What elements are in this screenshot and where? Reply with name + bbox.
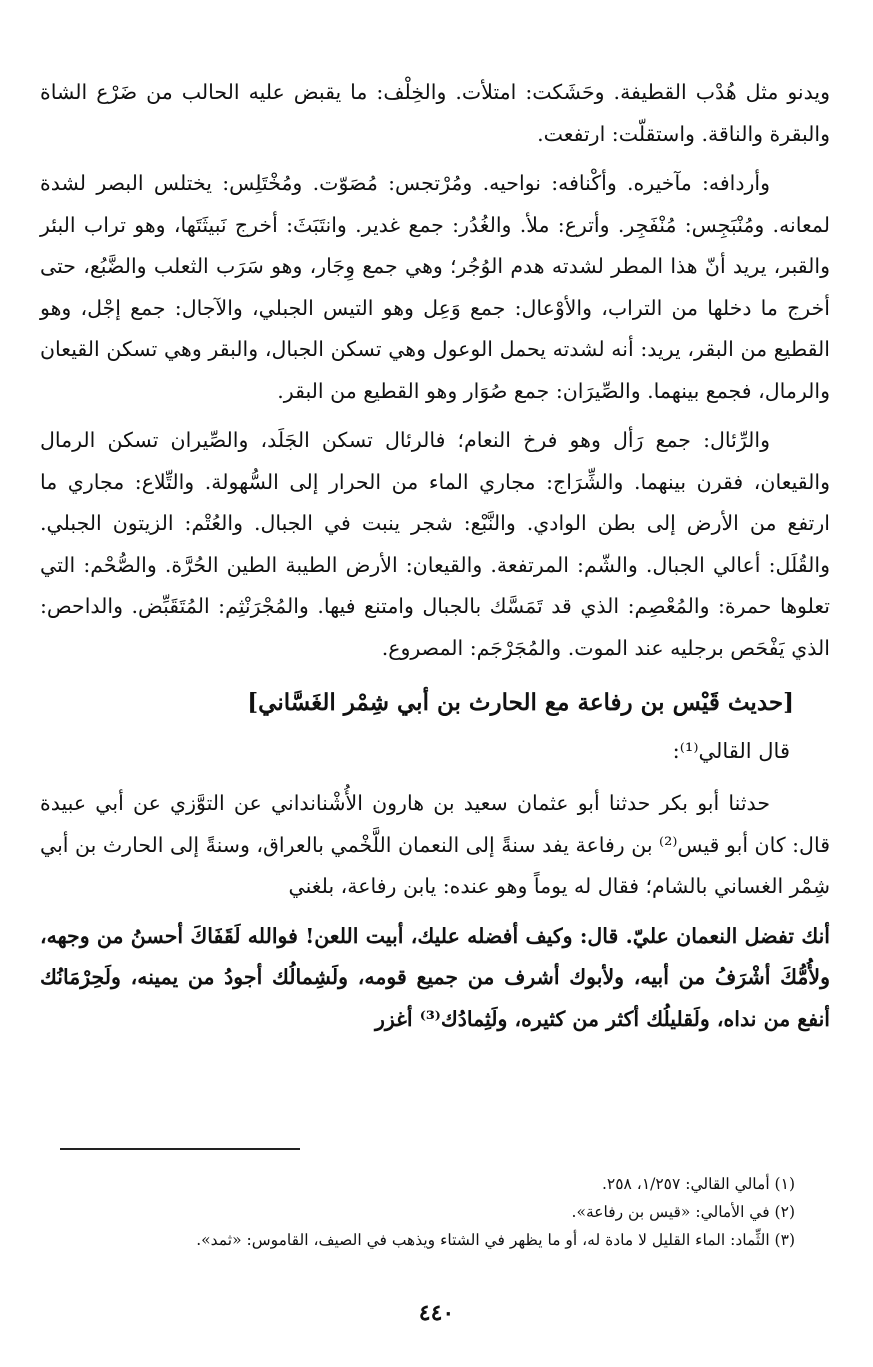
paragraph-1: ويدنو مثل هُدْب القطيفة. وحَشَكت: امتلأت. والخِلْف: ما يقبض عليه الحالب من ضَرْع الشاة والبقرة والناقة. واستقلّت: ارتفعت.: [40, 80, 830, 146]
footnote-1: (١) أمالي القالي: ١/٢٥٧، ٢٥٨.: [601, 1175, 795, 1193]
page-body: [40, 72, 830, 1048]
footnote-3: (٣) الثِّماد: الماء القليل لا مادة له، أو ما يظهر في الشتاء ويذهب في الصيف، القاموس: «ثمد».: [196, 1231, 795, 1249]
footnotes: [40, 1170, 795, 1254]
narration-paragraph: حدثنا أبو بكر حدثنا أبو عثمان سعيد بن هارون الأُشْنانداني عن التوَّزي عن أبي عبيدة قال: كان أبو قيس⁽²⁾ بن رفاعة يفد سنةً إلى النعمان اللَّخْمي بالعراق، وسنةً إلى الحارث بن أبي شِمْر الغساني بالشام؛ فقال له يوماً وهو عنده: يابن رفاعة، بلغني: [40, 791, 830, 898]
section-subheading: قال القالي⁽¹⁾:: [672, 739, 790, 763]
footnote-2: (٢) في الأمالي: «قيس بن رفاعة».: [571, 1203, 795, 1221]
section-heading: [حديث قَيْس بن رفاعة مع الحارث بن أبي شِمْر الغَسَّاني]: [247, 689, 794, 716]
narration-paragraph-bold: أنك تفضل النعمان عليّ. قال: وكيف أفضله عليك، أبيت اللعن! فوالله لَقَفَاكَ أحسنُ من وجهه، ولأُمُّكَ أشْرَفُ من أبيه، ولأبوك أشرف من جميع قومه، ولَشِمالُك أجودُ من يمينه، ولَحِرْمَانُك أنفع من نداه، ولَقليلُك أكثر من كثيره، ولَثِمادُك⁽³⁾ أغزر: [40, 923, 830, 1031]
paragraph-3: والرِّئال: جمع رَأل وهو فرخ النعام؛ فالرئال تسكن الجَلَد، والصِّيران تسكن الرمال والقيعان، فقرن بينهما. والشِّرَاج: مجاري الماء من الحرار إلى السُّهولة. والتِّلاع: مجاري ما ارتفع من الأرض إلى بطن الوادي. والنَّبْع: شجر ينبت في الجبال. والعُتْم: الزيتون الجبلي. والقُلَل: أعالي الجبال. والشّم: المرتفعة. والقيعان: الأرض الطيبة الطين الحُرَّة. والصُّحْم: التي تعلوها حمرة: والمُعْصِم: الذي قد تَمَسَّك بالجبال وامتنع فيها. والمُجْرَنْثِم: المُتَقَبِّض. والداحص: الذي يَفْحَص برجليه عند الموت. والمُجَرْجَم: المصروع.: [40, 428, 830, 660]
paragraph-2: وأردافه: مآخيره. وأكْنافه: نواحيه. ومُرْتجس: مُصَوّت. ومُخْتَلِس: يختلس البصر لشدة لمعانه. ومُنْبَجِس: مُنْفَجِر. وأترع: ملأ. والغُدُر: جمع غدير. وانتَبَثَ: أخرج نَبيثَتَها، وهو تراب البئر والقبر، يريد أنّ هذا المطر لشدته هدم الوُجُر؛ وهي جمع وِجَار، وهو سَرَب الثعلب والضَّبُع، حتى أخرج ما دخلها من التراب، والأوْعال: جمع وَعِل وهو التيس الجبلي، والآجال: جمع إجْل، وهو القطيع من البقر، يريد: أنه لشدته يحمل الوعول وهي تسكن الجبال، والبقر وهي تسكن القيعان والرمال، فجمع بينهما. والصِّيرَان: جمع صُوَار وهو القطيع من البقر.: [40, 171, 830, 403]
footnote-separator: [60, 1148, 300, 1150]
page-number: ٤٤٠: [418, 1300, 455, 1326]
